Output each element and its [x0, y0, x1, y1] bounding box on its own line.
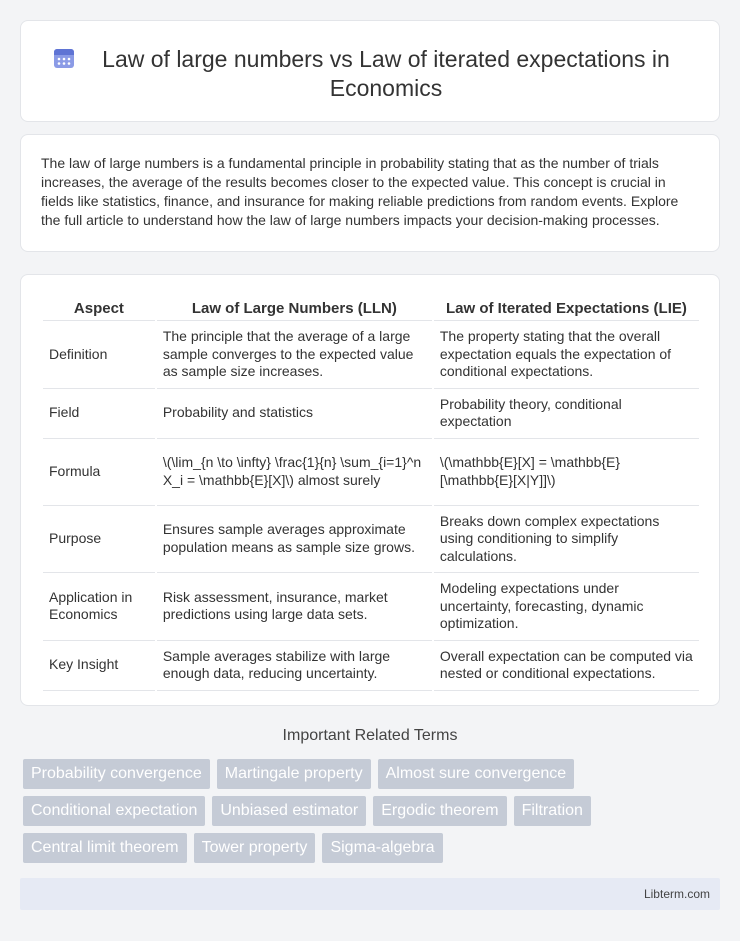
row-aspect: Definition — [43, 321, 155, 389]
row-lie: The property stating that the overall expectation equals the expectation of conditional expectations. — [434, 321, 699, 389]
table-header-row — [43, 295, 699, 321]
related-term-tag[interactable]: Almost sure convergence — [378, 759, 575, 789]
table-row — [43, 573, 699, 641]
table-row — [43, 321, 699, 389]
table-row — [43, 439, 699, 506]
row-lln: Risk assessment, insurance, market predictions using large data sets. — [157, 573, 432, 641]
row-aspect: Key Insight — [43, 641, 155, 691]
related-term-tag[interactable]: Conditional expectation — [23, 796, 205, 826]
row-aspect: Formula — [43, 439, 155, 506]
related-terms-heading: Important Related Terms — [282, 727, 458, 744]
comparison-table — [41, 295, 701, 691]
related-term-tag[interactable]: Filtration — [514, 796, 591, 826]
table-row — [43, 641, 699, 691]
title-card — [20, 20, 720, 122]
comparison-card — [20, 274, 720, 706]
table-row — [43, 389, 699, 439]
row-lln: Ensures sample averages approximate population means as sample size grows. — [157, 506, 432, 574]
intro-card — [20, 134, 720, 252]
footer-site-link[interactable]: Libterm.com — [643, 887, 710, 901]
row-aspect: Purpose — [43, 506, 155, 574]
related-term-tag[interactable]: Unbiased estimator — [212, 796, 366, 826]
header-aspect: Aspect — [43, 295, 155, 321]
related-term-tag[interactable]: Tower property — [194, 833, 316, 863]
intro-paragraph: The law of large numbers is a fundamental principle in probability stating that as the number of trials increases, the average of the results becomes closer to the expected value. This concept is crucial in fields like statistics, finance, and insurance for making reliable predictions from random events. Explore the full article to understand how the law of large numbers impacts your decision-making processes. — [41, 155, 679, 228]
related-term-tag[interactable]: Ergodic theorem — [373, 796, 506, 826]
header-lie: Law of Iterated Expectations (LIE) — [434, 295, 699, 321]
related-term-tag[interactable]: Probability convergence — [23, 759, 210, 789]
related-terms-list — [23, 759, 603, 863]
row-aspect: Application in Economics — [43, 573, 155, 641]
row-lln: Sample averages stabilize with large enough data, reducing uncertainty. — [157, 641, 432, 691]
row-lln: The principle that the average of a large sample converges to the expected value as sample size increases. — [157, 321, 432, 389]
page-title: Law of large numbers vs Law of iterated expectations in Economics — [102, 46, 670, 101]
footer-bar — [20, 878, 720, 910]
related-term-tag[interactable]: Central limit theorem — [23, 833, 187, 863]
row-lie: Modeling expectations under uncertainty, forecasting, dynamic optimization. — [434, 573, 699, 641]
row-lln: Probability and statistics — [157, 389, 432, 439]
row-lln: \(\lim_{n \to \infty} \frac{1}{n} \sum_{i=1}^n X_i = \mathbb{E}[X]\) almost surely — [157, 439, 432, 506]
related-term-tag[interactable]: Martingale property — [217, 759, 371, 789]
table-row — [43, 506, 699, 574]
row-lie: Breaks down complex expectations using conditioning to simplify calculations. — [434, 506, 699, 574]
row-lie: Overall expectation can be computed via nested or conditional expectations. — [434, 641, 699, 691]
row-lie: \(\mathbb{E}[X] = \mathbb{E}[\mathbb{E}[X|Y]]\) — [434, 439, 699, 506]
row-aspect: Field — [43, 389, 155, 439]
row-lie: Probability theory, conditional expectation — [434, 389, 699, 439]
related-term-tag[interactable]: Sigma-algebra — [322, 833, 442, 863]
header-lln: Law of Large Numbers (LLN) — [157, 295, 432, 321]
